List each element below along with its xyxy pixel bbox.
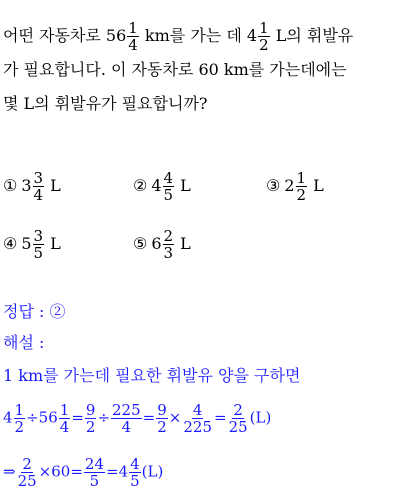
option-4[interactable]: [3, 228, 61, 261]
option-marker: ③: [266, 176, 281, 195]
fraction: $\frac{4}{5}$: [130, 455, 140, 490]
option-whole: 5: [21, 234, 32, 253]
option-whole: 6: [151, 234, 162, 253]
fraction: $\frac{3}{4}$: [33, 169, 44, 204]
solution-equation-1: 4 $\frac{1}{2}$ ÷56 $\frac{1}{4}$ = $\frac{9}{2}$ ÷ $\frac{225}{4}$ = $\frac{9}{2}$ × $\frac{4}{225}$ = $\frac{2}{25}$ (L): [3, 401, 272, 436]
answer-label: 정답 : ②: [3, 302, 66, 321]
option-whole: 2: [284, 176, 295, 195]
fraction: $\frac{2}{25}$: [228, 401, 248, 436]
option-5[interactable]: [133, 228, 191, 261]
problem-text: L의 휘발유: [275, 26, 354, 45]
solution-equation-2: ⇒ $\frac{2}{25}$ ×60= $\frac{24}{5}$ =4 $\frac{4}{5}$ (L): [3, 455, 164, 490]
fraction: $\frac{1}{2}$: [259, 19, 269, 54]
fraction: $\frac{3}{5}$: [33, 227, 44, 262]
option-unit: L: [50, 176, 61, 195]
option-marker: ②: [133, 176, 148, 195]
explanation-label: 해설 :: [3, 333, 45, 352]
problem-text: km를 가는 데 4: [144, 26, 258, 45]
fraction: $\frac{24}{5}$: [84, 455, 104, 490]
option-whole: 3: [21, 176, 32, 195]
solution-step-1: 1 km를 가는데 필요한 휘발유 양을 구하면: [3, 366, 301, 385]
fraction: $\frac{9}{2}$: [157, 401, 167, 436]
option-unit: L: [313, 176, 324, 195]
option-marker: ④: [3, 234, 18, 253]
option-unit: L: [50, 234, 61, 253]
fraction: $\frac{4}{225}$: [183, 401, 212, 436]
option-1[interactable]: [3, 170, 61, 203]
problem-line-3: 몇 L의 휘발유가 필요합니까?: [3, 94, 208, 113]
fraction: $\frac{9}{2}$: [85, 401, 96, 436]
option-unit: L: [180, 234, 191, 253]
option-marker: ⑤: [133, 234, 148, 253]
fraction: $\frac{225}{4}$: [112, 401, 141, 436]
option-whole: 4: [151, 176, 162, 195]
option-2[interactable]: [133, 170, 191, 203]
fraction: $\frac{2}{3}$: [163, 227, 174, 262]
fraction: $\frac{1}{4}$: [59, 401, 70, 436]
option-3[interactable]: [266, 170, 324, 203]
fraction: $\frac{1}{2}$: [14, 401, 25, 436]
problem-line-2: 가 필요합니다. 이 자동차로 60 km를 가는데에는: [3, 60, 347, 79]
fraction: $\frac{2}{25}$: [17, 455, 37, 490]
problem-text: 어떤 자동차로 56: [3, 26, 127, 45]
fraction: $\frac{1}{2}$: [296, 169, 307, 204]
fraction: $\frac{1}{4}$: [128, 19, 138, 54]
problem-line-1: [3, 20, 353, 53]
option-marker: ①: [3, 176, 18, 195]
fraction: $\frac{4}{5}$: [163, 169, 174, 204]
option-unit: L: [180, 176, 191, 195]
